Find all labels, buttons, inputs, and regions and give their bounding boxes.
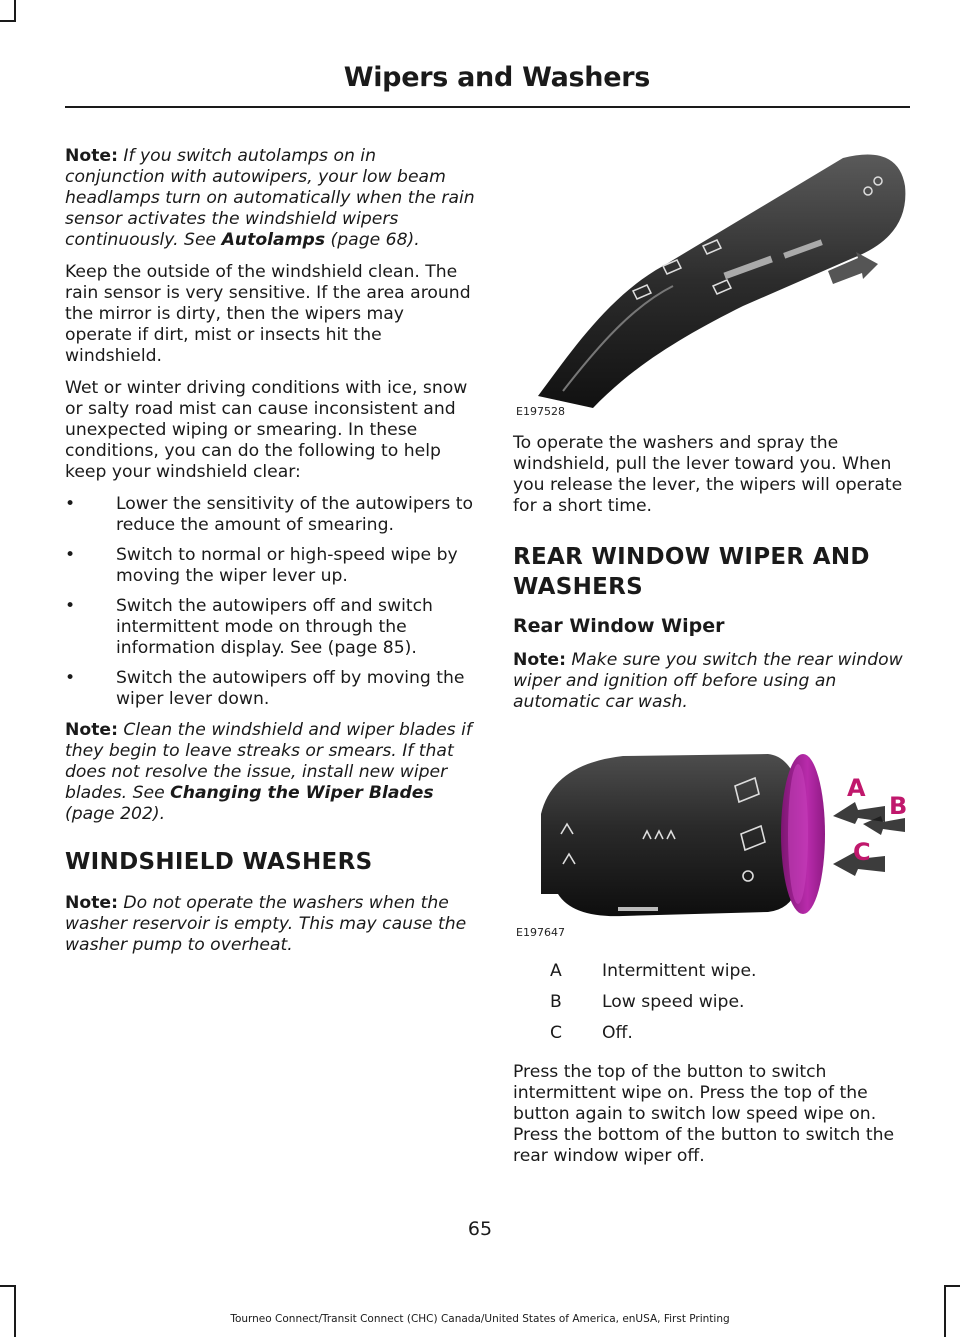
list-item-text: Lower the sensitivity of the autowipers to reduce the amount of smearing. xyxy=(116,494,474,535)
note-text: Clean the windshield and wiper blades if they begin to leave streaks or smears. If that does not resolve the issue, install new wiper blades. See xyxy=(65,720,472,803)
right-column xyxy=(513,146,908,1178)
list-item xyxy=(65,494,475,536)
link-changing-wiper-blades[interactable]: Changing the Wiper Blades xyxy=(170,783,434,803)
legend-row xyxy=(550,1023,908,1054)
paragraph-winter-conditions: Wet or winter driving conditions with ice, snow or salty road mist can cause inconsistent and unexpected wiping or smearing. In these conditions, you can do the following to help keep your windshield clear: xyxy=(65,378,468,482)
legend-text: Off. xyxy=(602,1023,633,1043)
footer-text: Tourneo Connect/Transit Connect (CHC) Canada/United States of America, enUSA, First Printing xyxy=(230,1313,730,1325)
bullet-icon: • xyxy=(65,494,76,514)
list-item xyxy=(65,545,475,587)
paragraph-operate-washers: To operate the washers and spray the windshield, pull the lever toward you. When you release the lever, the wipers will operate for a short time. xyxy=(513,433,903,516)
crop-mark xyxy=(14,0,16,20)
note-text: Make sure you switch the rear window wiper and ignition off before using an automatic car wash. xyxy=(513,650,903,712)
bullet-icon: • xyxy=(65,668,76,688)
legend-row xyxy=(550,992,908,1023)
legend-row xyxy=(550,961,908,992)
legend-text: Intermittent wipe. xyxy=(602,961,757,981)
label-a: A xyxy=(847,774,866,802)
list-item xyxy=(65,668,475,710)
legend-key: C xyxy=(550,1023,563,1043)
note-label: Note: xyxy=(65,893,118,913)
page-number: 65 xyxy=(467,1218,493,1240)
crop-mark xyxy=(944,1285,960,1287)
note-text: If you switch autolamps on in conjunction with autowipers, your low beam headlamps turn on automatically when the rain sensor activates the windshield wipers continuously. See xyxy=(65,146,475,250)
paragraph-clean-windshield: Keep the outside of the windshield clean. The rain sensor is very sensitive. If the area around the mirror is dirty, then the wipers may operate if dirt, mist or insects hit the windshield. xyxy=(65,262,471,366)
paragraph-rear-wiper-operation: Press the top of the button to switch intermittent wipe on. Press the top of the button again to switch low speed wipe on. Press the bottom of the button to switch the rear window wiper off. xyxy=(513,1062,895,1166)
section-heading-windshield-washers: WINDSHIELD WASHERS xyxy=(65,849,373,875)
rear-wiper-illustration xyxy=(513,724,908,939)
bullet-icon: • xyxy=(65,596,76,616)
legend-key: A xyxy=(550,961,562,981)
page-ref: (page 202). xyxy=(65,804,166,824)
note-autolamps xyxy=(65,146,475,251)
crop-mark xyxy=(944,1285,946,1337)
legend-text: Low speed wipe. xyxy=(602,992,745,1012)
figure-legend xyxy=(550,961,908,1054)
subheading-rear-window-wiper: Rear Window Wiper xyxy=(513,615,725,637)
label-b: B xyxy=(889,792,908,820)
note-label: Note: xyxy=(65,720,118,740)
list-item-text: Switch the autowipers off by moving the wiper lever down. xyxy=(116,668,465,709)
page-title: Wipers and Washers xyxy=(343,62,650,93)
legend-key: B xyxy=(550,992,562,1012)
note-label: Note: xyxy=(65,146,118,166)
crop-mark xyxy=(0,20,16,22)
list-item xyxy=(65,596,475,659)
bullet-icon: • xyxy=(65,545,76,565)
figure-rear-wiper-control xyxy=(513,724,908,939)
label-c: C xyxy=(853,838,871,866)
figure-code: E197528 xyxy=(516,405,565,418)
list-item-text: Switch the autowipers off and switch intermittent mode on through the information display. See (page 85). xyxy=(116,596,433,658)
note-text: Do not operate the washers when the washer reservoir is empty. This may cause the washer pump to overheat. xyxy=(65,893,467,955)
figure-wiper-lever xyxy=(513,146,908,416)
note-wiper-blades xyxy=(65,720,475,825)
page-ref: (page 68). xyxy=(325,230,420,250)
note-car-wash xyxy=(513,650,908,713)
list-item-text: Switch to normal or high-speed wipe by moving the wiper lever up. xyxy=(116,545,458,586)
crop-mark xyxy=(0,1285,16,1287)
crop-mark xyxy=(14,1285,16,1337)
figure-code: E197647 xyxy=(516,926,565,939)
note-label: Note: xyxy=(513,650,566,670)
section-heading-rear-wiper: REAR WINDOW WIPER AND WASHERS xyxy=(513,544,870,600)
wiper-lever-illustration xyxy=(513,146,908,416)
header-rule xyxy=(65,106,910,108)
link-autolamps[interactable]: Autolamps xyxy=(221,230,326,250)
left-column xyxy=(65,146,475,967)
bullet-list xyxy=(65,494,475,710)
note-washer-reservoir xyxy=(65,893,475,956)
